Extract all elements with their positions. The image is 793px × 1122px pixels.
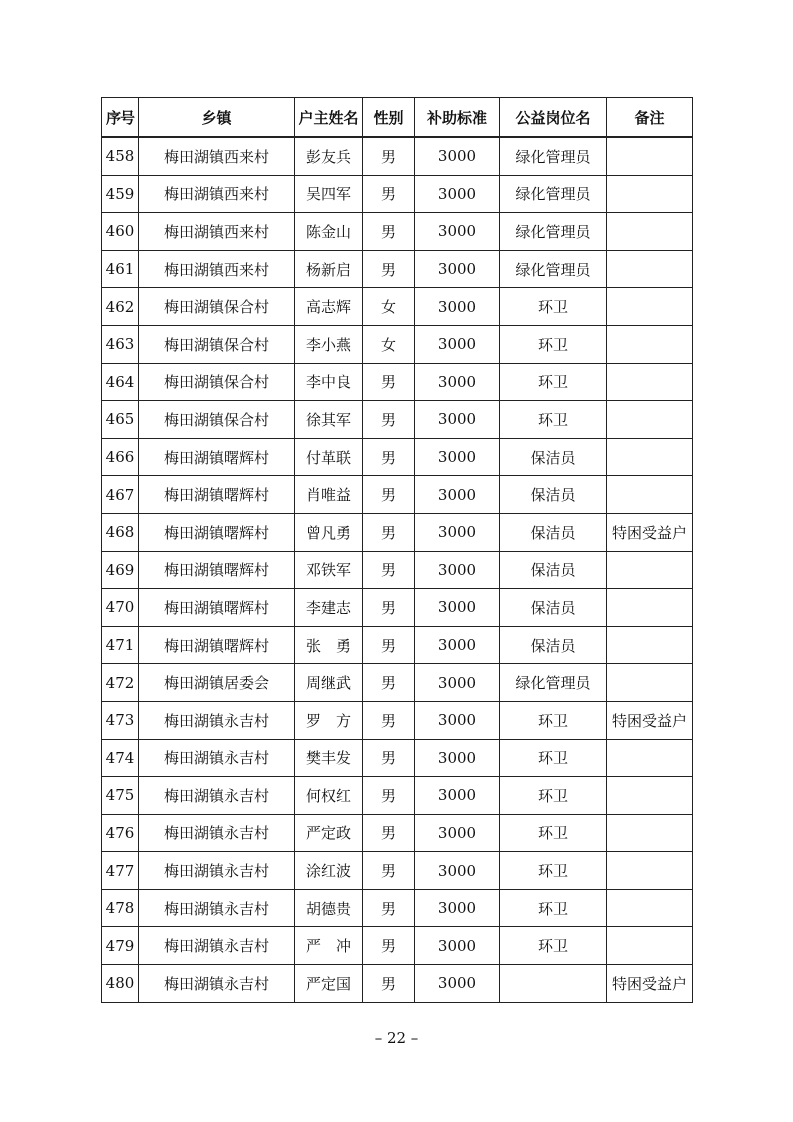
cell-remark: [607, 852, 693, 890]
cell-town: 梅田湖镇居委会: [139, 664, 295, 702]
cell-gender: 男: [363, 777, 415, 815]
cell-remark: [607, 889, 693, 927]
cell-seq: 460: [102, 213, 139, 251]
cell-seq: 475: [102, 777, 139, 815]
cell-town: 梅田湖镇曙辉村: [139, 438, 295, 476]
cell-name: 徐其军: [295, 401, 363, 439]
cell-name: 涂红波: [295, 852, 363, 890]
cell-position: 保洁员: [500, 589, 607, 627]
cell-town: 梅田湖镇曙辉村: [139, 513, 295, 551]
cell-remark: [607, 551, 693, 589]
beneficiary-table: [101, 97, 693, 1003]
cell-remark: [607, 137, 693, 175]
table-row: [102, 551, 693, 589]
cell-subsidy: 3000: [415, 927, 500, 965]
cell-seq: 469: [102, 551, 139, 589]
cell-gender: 男: [363, 250, 415, 288]
cell-seq: 473: [102, 701, 139, 739]
cell-seq: 480: [102, 965, 139, 1003]
cell-gender: 男: [363, 626, 415, 664]
cell-subsidy: 3000: [415, 814, 500, 852]
cell-name: 邓铁军: [295, 551, 363, 589]
cell-name: 张 勇: [295, 626, 363, 664]
cell-town: 梅田湖镇曙辉村: [139, 589, 295, 627]
cell-name: 杨新启: [295, 250, 363, 288]
cell-seq: 464: [102, 363, 139, 401]
cell-gender: 男: [363, 664, 415, 702]
header-gender: 性别: [363, 98, 415, 138]
table-row: [102, 288, 693, 326]
cell-gender: 男: [363, 175, 415, 213]
cell-seq: 470: [102, 589, 139, 627]
cell-name: 周继武: [295, 664, 363, 702]
table-row: [102, 250, 693, 288]
cell-position: 保洁员: [500, 513, 607, 551]
table-row: [102, 213, 693, 251]
table-row: [102, 814, 693, 852]
cell-gender: 男: [363, 551, 415, 589]
cell-position: 保洁员: [500, 551, 607, 589]
cell-town: 梅田湖镇永吉村: [139, 701, 295, 739]
table-row: [102, 325, 693, 363]
cell-remark: [607, 288, 693, 326]
cell-name: 樊丰发: [295, 739, 363, 777]
cell-name: 胡德贵: [295, 889, 363, 927]
cell-position: 保洁员: [500, 626, 607, 664]
cell-town: 梅田湖镇保合村: [139, 288, 295, 326]
cell-gender: 男: [363, 476, 415, 514]
cell-gender: 男: [363, 438, 415, 476]
cell-remark: [607, 777, 693, 815]
cell-remark: [607, 589, 693, 627]
table-header-row: [102, 98, 693, 138]
cell-position: 环卫: [500, 927, 607, 965]
table-row: [102, 175, 693, 213]
cell-gender: 男: [363, 965, 415, 1003]
table-row: [102, 927, 693, 965]
cell-subsidy: 3000: [415, 739, 500, 777]
cell-remark: 特困受益户: [607, 965, 693, 1003]
cell-subsidy: 3000: [415, 250, 500, 288]
cell-remark: [607, 814, 693, 852]
cell-gender: 男: [363, 589, 415, 627]
cell-name: 彭友兵: [295, 137, 363, 175]
cell-gender: 男: [363, 889, 415, 927]
table-row: [102, 513, 693, 551]
cell-remark: [607, 363, 693, 401]
cell-name: 李中良: [295, 363, 363, 401]
cell-subsidy: 3000: [415, 325, 500, 363]
cell-town: 梅田湖镇西来村: [139, 137, 295, 175]
cell-position: 环卫: [500, 739, 607, 777]
cell-seq: 467: [102, 476, 139, 514]
cell-name: 严 冲: [295, 927, 363, 965]
header-remark: 备注: [607, 98, 693, 138]
cell-position: 环卫: [500, 401, 607, 439]
cell-gender: 男: [363, 363, 415, 401]
cell-position: 环卫: [500, 701, 607, 739]
cell-seq: 479: [102, 927, 139, 965]
cell-gender: 男: [363, 137, 415, 175]
cell-name: 李建志: [295, 589, 363, 627]
cell-seq: 458: [102, 137, 139, 175]
cell-name: 罗 方: [295, 701, 363, 739]
cell-town: 梅田湖镇永吉村: [139, 889, 295, 927]
cell-town: 梅田湖镇保合村: [139, 325, 295, 363]
cell-position: 环卫: [500, 325, 607, 363]
cell-subsidy: 3000: [415, 401, 500, 439]
cell-town: 梅田湖镇曙辉村: [139, 551, 295, 589]
cell-gender: 女: [363, 325, 415, 363]
table-row: [102, 965, 693, 1003]
cell-subsidy: 3000: [415, 626, 500, 664]
table-row: [102, 401, 693, 439]
cell-position: 环卫: [500, 889, 607, 927]
cell-seq: 461: [102, 250, 139, 288]
cell-subsidy: 3000: [415, 551, 500, 589]
cell-remark: 特困受益户: [607, 513, 693, 551]
cell-seq: 468: [102, 513, 139, 551]
table-row: [102, 852, 693, 890]
table-row: [102, 701, 693, 739]
cell-subsidy: 3000: [415, 852, 500, 890]
table-row: [102, 137, 693, 175]
cell-position: 绿化管理员: [500, 175, 607, 213]
cell-remark: 特困受益户: [607, 701, 693, 739]
cell-town: 梅田湖镇西来村: [139, 250, 295, 288]
cell-remark: [607, 664, 693, 702]
cell-subsidy: 3000: [415, 889, 500, 927]
table-row: [102, 889, 693, 927]
cell-town: 梅田湖镇永吉村: [139, 777, 295, 815]
cell-position: 环卫: [500, 363, 607, 401]
cell-position: 保洁员: [500, 438, 607, 476]
table-row: [102, 438, 693, 476]
table-row: [102, 476, 693, 514]
cell-name: 吴四军: [295, 175, 363, 213]
table-body: [102, 137, 693, 1002]
cell-subsidy: 3000: [415, 137, 500, 175]
cell-position: 环卫: [500, 852, 607, 890]
header-seq: 序号: [102, 98, 139, 138]
cell-subsidy: 3000: [415, 213, 500, 251]
cell-name: 陈金山: [295, 213, 363, 251]
cell-remark: [607, 250, 693, 288]
cell-subsidy: 3000: [415, 438, 500, 476]
table-row: [102, 363, 693, 401]
cell-remark: [607, 175, 693, 213]
cell-gender: 女: [363, 288, 415, 326]
cell-town: 梅田湖镇西来村: [139, 213, 295, 251]
cell-gender: 男: [363, 739, 415, 777]
cell-position: [500, 965, 607, 1003]
cell-subsidy: 3000: [415, 589, 500, 627]
cell-position: 环卫: [500, 288, 607, 326]
cell-town: 梅田湖镇曙辉村: [139, 476, 295, 514]
cell-town: 梅田湖镇永吉村: [139, 739, 295, 777]
cell-name: 严定政: [295, 814, 363, 852]
cell-gender: 男: [363, 852, 415, 890]
cell-remark: [607, 476, 693, 514]
cell-position: 环卫: [500, 814, 607, 852]
cell-name: 肖唯益: [295, 476, 363, 514]
cell-town: 梅田湖镇西来村: [139, 175, 295, 213]
cell-subsidy: 3000: [415, 701, 500, 739]
table-row: [102, 777, 693, 815]
cell-seq: 465: [102, 401, 139, 439]
cell-seq: 471: [102, 626, 139, 664]
cell-subsidy: 3000: [415, 664, 500, 702]
cell-seq: 459: [102, 175, 139, 213]
cell-position: 绿化管理员: [500, 664, 607, 702]
cell-seq: 476: [102, 814, 139, 852]
cell-remark: [607, 401, 693, 439]
cell-name: 李小燕: [295, 325, 363, 363]
cell-gender: 男: [363, 513, 415, 551]
cell-seq: 462: [102, 288, 139, 326]
cell-subsidy: 3000: [415, 288, 500, 326]
cell-remark: [607, 325, 693, 363]
cell-town: 梅田湖镇保合村: [139, 363, 295, 401]
cell-position: 绿化管理员: [500, 137, 607, 175]
cell-position: 保洁员: [500, 476, 607, 514]
header-position: 公益岗位名: [500, 98, 607, 138]
cell-town: 梅田湖镇永吉村: [139, 814, 295, 852]
cell-remark: [607, 438, 693, 476]
cell-town: 梅田湖镇永吉村: [139, 965, 295, 1003]
cell-name: 严定国: [295, 965, 363, 1003]
header-subsidy: 补助标准: [415, 98, 500, 138]
cell-remark: [607, 213, 693, 251]
cell-remark: [607, 626, 693, 664]
cell-position: 绿化管理员: [500, 213, 607, 251]
cell-seq: 472: [102, 664, 139, 702]
cell-remark: [607, 927, 693, 965]
cell-remark: [607, 739, 693, 777]
cell-subsidy: 3000: [415, 965, 500, 1003]
cell-gender: 男: [363, 401, 415, 439]
cell-subsidy: 3000: [415, 513, 500, 551]
cell-gender: 男: [363, 701, 415, 739]
cell-subsidy: 3000: [415, 175, 500, 213]
cell-name: 高志辉: [295, 288, 363, 326]
cell-name: 何权红: [295, 777, 363, 815]
header-town: 乡镇: [139, 98, 295, 138]
cell-town: 梅田湖镇永吉村: [139, 852, 295, 890]
cell-name: 付革联: [295, 438, 363, 476]
cell-subsidy: 3000: [415, 363, 500, 401]
cell-subsidy: 3000: [415, 476, 500, 514]
cell-seq: 474: [102, 739, 139, 777]
header-name: 户主姓名: [295, 98, 363, 138]
cell-gender: 男: [363, 927, 415, 965]
cell-seq: 463: [102, 325, 139, 363]
cell-seq: 466: [102, 438, 139, 476]
cell-name: 曾凡勇: [295, 513, 363, 551]
cell-town: 梅田湖镇保合村: [139, 401, 295, 439]
cell-position: 绿化管理员: [500, 250, 607, 288]
cell-town: 梅田湖镇曙辉村: [139, 626, 295, 664]
cell-position: 环卫: [500, 777, 607, 815]
cell-town: 梅田湖镇永吉村: [139, 927, 295, 965]
table-row: [102, 739, 693, 777]
cell-seq: 477: [102, 852, 139, 890]
cell-gender: 男: [363, 213, 415, 251]
table-row: [102, 626, 693, 664]
page-number: – 22 –: [374, 1029, 419, 1047]
cell-seq: 478: [102, 889, 139, 927]
table-row: [102, 589, 693, 627]
cell-gender: 男: [363, 814, 415, 852]
cell-subsidy: 3000: [415, 777, 500, 815]
table-row: [102, 664, 693, 702]
